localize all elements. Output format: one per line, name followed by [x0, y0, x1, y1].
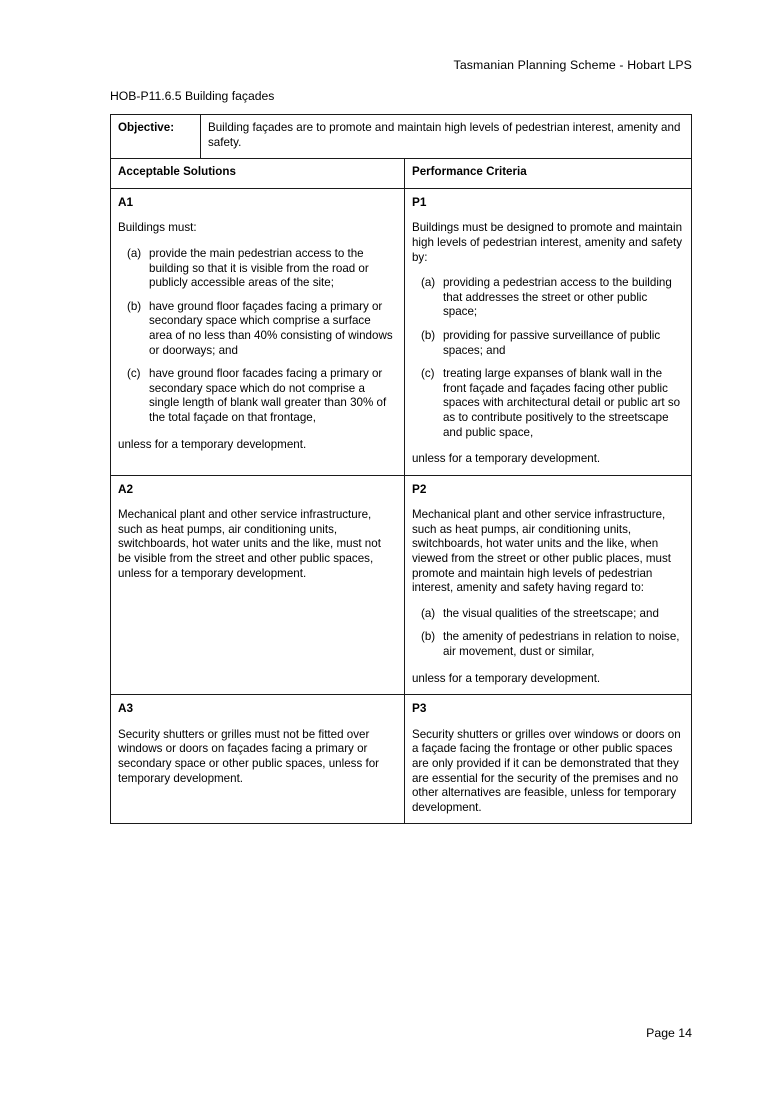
performance-criteria-cell	[404, 475, 691, 695]
list-marker: (a)	[420, 606, 436, 620]
list-marker: (b)	[420, 328, 436, 342]
acceptable-solution-cell	[111, 475, 405, 695]
list-text: provide the main pedestrian access to the building so that it is visible from the road or publicly accessible areas of the site;	[149, 246, 369, 290]
solution-intro: Security shutters or grilles must not be fitted over windows or doors on façades facing a primary or secondary space or other public spaces, unless for temporary development.	[118, 727, 380, 785]
solution-sub-list	[118, 247, 397, 426]
page-number: Page 14	[646, 1026, 692, 1040]
list-marker: (a)	[127, 246, 142, 260]
list-marker: (b)	[420, 630, 436, 644]
criteria-closing: unless for a temporary development.	[411, 452, 601, 466]
list-text: providing a pedestrian access to the building that addresses the street or other public space;	[442, 276, 672, 319]
objective-label: Objective:	[111, 115, 201, 159]
solution-code: A1	[118, 194, 134, 209]
solution-code: A2	[118, 481, 134, 496]
list-item	[412, 276, 684, 320]
list-text: treating large expanses of blank wall in the front façade and façades facing other public spaces with architectural detail or public art so as to contribute positively to the streetscape and public space,	[442, 367, 681, 439]
list-item	[118, 300, 397, 358]
list-item	[412, 607, 684, 622]
column-header-performance-criteria: Performance Criteria	[404, 159, 691, 189]
list-text: providing for passive surveillance of public spaces; and	[442, 328, 661, 357]
list-text: the visual qualities of the streetscape; and	[442, 606, 659, 620]
list-item	[412, 630, 684, 659]
acceptable-solution-cell	[111, 188, 405, 475]
section-heading: HOB-P11.6.5 Building façades	[110, 89, 275, 103]
table-row	[111, 475, 692, 695]
solution-intro: Mechanical plant and other service infrastructure, such as heat pumps, air conditioning units, switchboards, hot water units and the like, must not be visible from the street and other public spaces, unless for a temporary development.	[118, 508, 381, 580]
solution-intro: Buildings must:	[118, 221, 197, 235]
criteria-code: P2	[411, 481, 427, 496]
standards-table	[110, 114, 692, 824]
criteria-intro: Buildings must be designed to promote and maintain high levels of pedestrian interest, amenity and safety by:	[411, 221, 683, 264]
list-marker: (c)	[420, 367, 435, 381]
objective-text: Building façades are to promote and maintain high levels of pedestrian interest, amenity and safety.	[201, 115, 692, 159]
criteria-closing: unless for a temporary development.	[411, 671, 601, 685]
table-row	[111, 695, 692, 824]
list-marker: (a)	[420, 276, 436, 290]
list-text: the amenity of pedestrians in relation to noise, air movement, dust or similar,	[442, 630, 680, 659]
objective-row	[111, 115, 692, 159]
list-item	[118, 247, 397, 291]
criteria-sub-list	[412, 607, 684, 660]
column-header-row	[111, 159, 692, 189]
performance-criteria-cell	[404, 188, 691, 475]
list-text: have ground floor façades facing a primary or secondary space which comprise a surface area of no less than 40% consisting of windows or doorways; and	[149, 299, 393, 357]
table-row	[111, 188, 692, 475]
criteria-sub-list	[412, 276, 684, 440]
list-item	[412, 367, 684, 440]
list-item	[118, 367, 397, 425]
solution-closing: unless for a temporary development.	[118, 437, 307, 451]
document-running-header: Tasmanian Planning Scheme - Hobart LPS	[453, 58, 692, 72]
criteria-code: P1	[411, 194, 427, 209]
column-header-acceptable-solutions: Acceptable Solutions	[111, 159, 405, 189]
list-marker: (b)	[127, 299, 142, 313]
criteria-code: P3	[411, 701, 427, 716]
list-text: have ground floor facades facing a primary or secondary space which do not comprise a single length of blank wall greater than 30% of the total façade on that frontage,	[149, 367, 387, 424]
list-marker: (c)	[127, 367, 141, 381]
solution-code: A3	[118, 701, 134, 716]
criteria-intro: Mechanical plant and other service infrastructure, such as heat pumps, air conditioning units, switchboards, hot water units and the like, when viewed from the street or other public places, must promote and maintain high levels of pedestrian interest, amenity and safety having regard to:	[411, 508, 672, 595]
performance-criteria-cell	[404, 695, 691, 824]
acceptable-solution-cell	[111, 695, 405, 824]
list-item	[412, 329, 684, 358]
criteria-intro: Security shutters or grilles over windows or doors on a façade facing the frontage or other public spaces are only provided if it can be demonstrated that they are essential for the security of the premises and no other alternatives are feasible, unless for temporary development.	[411, 727, 681, 814]
